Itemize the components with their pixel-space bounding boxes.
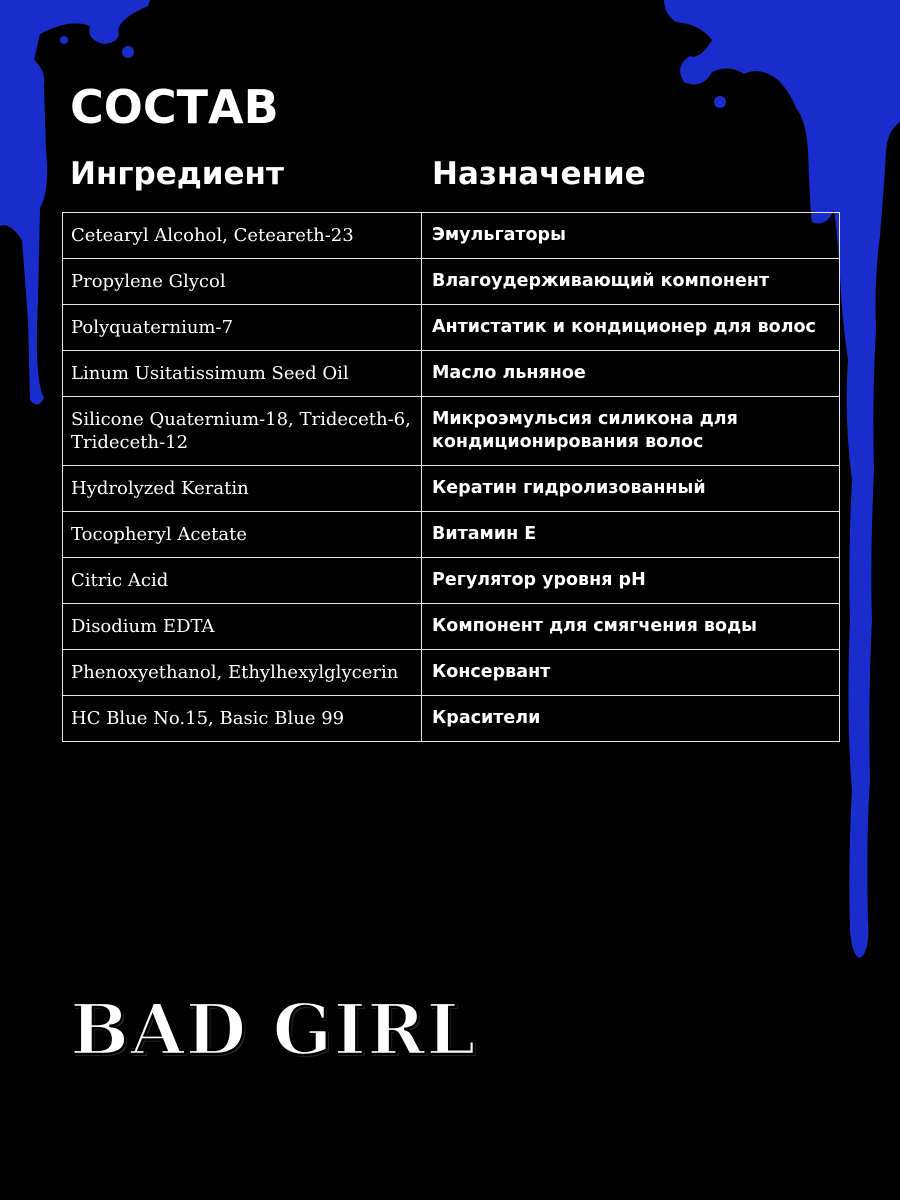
table-row (63, 213, 840, 259)
table-row (63, 466, 840, 512)
purpose-cell: Эмульгаторы (422, 213, 840, 259)
purpose-cell: Консервант (422, 650, 840, 696)
ingredient-cell: Citric Acid (63, 558, 422, 604)
purpose-cell: Регулятор уровня pH (422, 558, 840, 604)
table-row (63, 397, 840, 466)
table-row (63, 512, 840, 558)
ingredient-cell: Tocopheryl Acetate (63, 512, 422, 558)
purpose-cell: Микроэмульсия силикона для кондиционирования волос (422, 397, 840, 466)
table-row (63, 259, 840, 305)
ingredient-cell: Cetearyl Alcohol, Ceteareth-23 (63, 213, 422, 259)
purpose-cell: Витамин Е (422, 512, 840, 558)
purpose-cell: Антистатик и кондиционер для волос (422, 305, 840, 351)
ingredient-cell: Hydrolyzed Keratin (63, 466, 422, 512)
ingredient-cell: Propylene Glycol (63, 259, 422, 305)
table-row (63, 351, 840, 397)
purpose-cell: Компонент для смягчения воды (422, 604, 840, 650)
purpose-cell: Влагоудерживающий компонент (422, 259, 840, 305)
column-header-purpose: Назначение (432, 156, 646, 192)
ingredient-cell: Polyquaternium-7 (63, 305, 422, 351)
table-row (63, 558, 840, 604)
brand-name: BAD GIRL (70, 988, 477, 1071)
column-header-ingredient: Ингредиент (70, 156, 284, 192)
page-title: СОСТАВ (70, 80, 279, 134)
table-row (63, 604, 840, 650)
ingredient-cell: Silicone Quaternium-18, Trideceth-6, Trideceth-12 (63, 397, 422, 466)
purpose-cell: Масло льняное (422, 351, 840, 397)
purpose-cell: Кератин гидролизованный (422, 466, 840, 512)
ingredient-cell: HC Blue No.15, Basic Blue 99 (63, 696, 422, 742)
table-row (63, 696, 840, 742)
ingredients-table (62, 212, 840, 742)
ingredient-cell: Phenoxyethanol, Ethylhexylglycerin (63, 650, 422, 696)
ingredient-cell: Disodium EDTA (63, 604, 422, 650)
table-row (63, 305, 840, 351)
table-row (63, 650, 840, 696)
ingredient-cell: Linum Usitatissimum Seed Oil (63, 351, 422, 397)
purpose-cell: Красители (422, 696, 840, 742)
